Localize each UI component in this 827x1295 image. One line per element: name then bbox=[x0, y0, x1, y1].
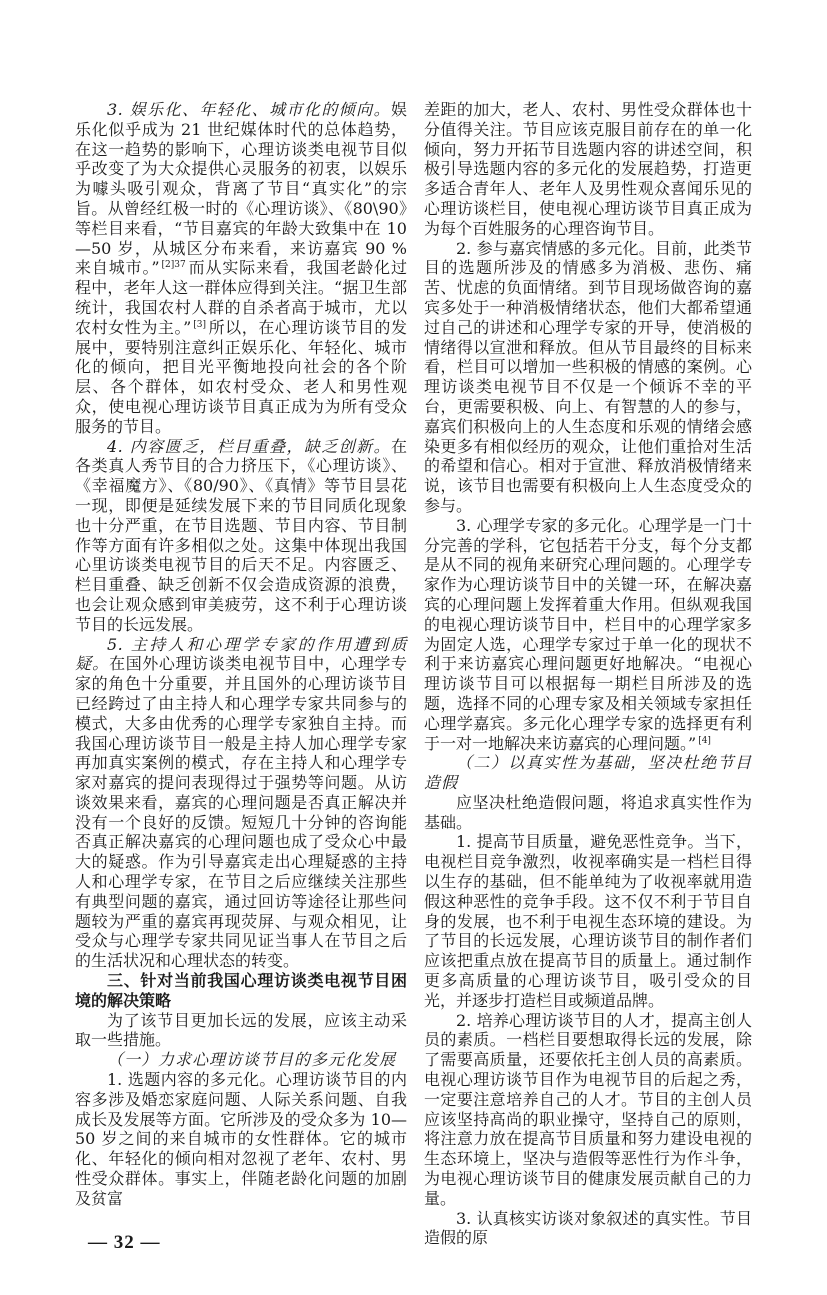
paragraph-lead: 4. 内容匮乏，栏目重叠，缺乏创新。 bbox=[107, 436, 391, 456]
paragraph-text: 三、针对当前我国心理访谈类电视节目困境的解决策略 bbox=[75, 971, 407, 1010]
paragraph-text: 差距的加大，老人、农村、男性受众群体也十分值得关注。节目应该克服目前存在的单一化倾向，努力开拓节目选题内容的讲述空间，积极引导选题内容的多元化的发展趋势，打造更多适合青年人、老年人及男性观众喜闻乐见的心理访谈栏目，使电视心理访谈节目真正成为为每个百姓服务的心理咨询节目。 bbox=[424, 100, 752, 238]
paragraph bbox=[424, 516, 752, 754]
subsection-heading bbox=[75, 1050, 407, 1070]
paragraph bbox=[75, 635, 407, 972]
paragraph bbox=[75, 1070, 407, 1209]
paragraph-text: 1. 提高节目质量，避免恶性竞争。当下，电视栏目竞争激烈，收视率确实是一档栏目得以生存的基础，但不能单纯为了收视率就用造假这种恶性的竞争手段。这不仅不利于节目自身的发展，也不利于电视生态环境的建设。为了节目的长远发展，心理访谈节目的制作者们应该把重点放在提高节目的质量上。通过制作更多高质量的心理访谈节目，吸引受众的目光，并逐步打造栏目或频道品牌。 bbox=[424, 832, 752, 1010]
paragraph-lead: 3. 娱乐化、年轻化、城市化的倾向。 bbox=[107, 100, 391, 119]
paragraph bbox=[75, 1011, 407, 1051]
paragraph-text: （二）以真实性为基础，坚决杜绝节目造假 bbox=[424, 753, 752, 793]
paragraph-text: 2. 参与嘉宾情感的多元化。目前，此类节目的选题所涉及的情感多为消极、悲伤、痛苦、忧虑的负面情绪。到节目现场做咨询的嘉宾多处于一种消极情绪状态，他们大都希望通过自己的讲述和心理学专家的开导，使消极的情绪得以宣泄和释放。但从节目最终的目标来看，栏目可以增加一些积极的情感的案例。心理访谈类电视节目不仅是一个倾诉不幸的平台，更需要积极、向上、有智慧的人的参与，嘉宾们积极向上的人生态度和乐观的情绪会感染更多有相似经历的观众，让他们重拾对生活的希望和信心。相对于宣泄、释放消极情绪来说，该节目也需要有积极向上人生态度受众的参与。 bbox=[424, 238, 752, 515]
page-number: — 32 — bbox=[88, 1231, 161, 1253]
paragraph bbox=[75, 100, 407, 437]
paragraph-text: 娱乐化似乎成为 21 世纪媒体时代的总体趋势，在这一趋势的影响下，心理访谈类电视节目似乎改变了为大众提供心灵服务的初衷，以娱乐为噱头吸引观众，背离了节目“真实化”的宗旨。从曾经红极一时的《心理访谈》、《80\90》等栏目来看，“节目嘉宾的年龄大致集中在 10—50 岁，从城区分布来看，来访嘉宾 90 % 来自城市。” bbox=[75, 100, 407, 278]
subsection-heading bbox=[424, 753, 752, 793]
paragraph-text: 2. 培养心理访谈节目的人才，提高主创人员的素质。一档栏目要想取得长远的发展，除了需要高质量，还要依托主创人员的高素质。电视心理访谈节目作为电视节目的后起之秀，一定要注意培养自己的人才。节目的主创人员应该坚持高尚的职业操守，坚持自己的原则，将注意力放在提高节目质量和努力建设电视的生态环境上，坚决与造假等恶性行为作斗争，为电视心理访谈节目的健康发展贡献自己的力量。 bbox=[424, 1010, 752, 1208]
section-heading bbox=[75, 971, 407, 1011]
paragraph-text: 所以，在心理访谈节目的发展中，要特别注意纠正娱乐化、年轻化、城市化的倾向，把目光平衡地投向社会的各个阶层、各个群体，如农村受众、老人和男性观众，使电视心理访谈节目真正成为为所有受众服务的节目。 bbox=[75, 317, 407, 436]
paragraph bbox=[424, 832, 752, 1010]
paragraph-text: 在各类真人秀节目的合力挤压下，《心理访谈》、《幸福魔方》、《80/90》、《真情》等节目昙花一现，即便是延续发展下来的节目同质化现象也十分严重，在节目选题、节目内容、节目制作等方面有许多相似之处。这集中体现出我国心里访谈类电视节目的后天不足。内容匮乏、栏目重叠、缺乏创新不仅会造成资源的浪费，也会让观众感到审美疲劳，这不利于心理访谈节目的长远发展。 bbox=[75, 436, 407, 634]
paragraph-lead: 5. 主持人和心理学专家的作用遭到质疑。 bbox=[75, 634, 407, 674]
paragraph bbox=[424, 793, 752, 833]
paragraph-text: 为了该节目更加长远的发展，应该主动采取一些措施。 bbox=[75, 1010, 407, 1050]
paragraph bbox=[424, 239, 752, 516]
footnote-ref: [4] bbox=[698, 735, 711, 746]
paragraph bbox=[424, 1209, 752, 1249]
left-column-wrapper bbox=[75, 100, 407, 1295]
paragraph-text: 3. 心理学专家的多元化。心理学是一门十分完善的学科，它包括若干分支，每个分支都是从不同的视角来研究心理问题的。心理学专家作为心理访谈节目中的关键一环，在解决嘉宾的心理问题上发挥着重大作用。但纵观我国的电视心理访谈节目中，栏目中的心理学家多为固定人选，心理学专家过于单一化的现状不利于来访嘉宾心理问题更好地解决。“电视心理访谈节目可以根据每一期栏目所涉及的选题，选择不同的心理专家及相关领域专家担任心理学嘉宾。多元化心理学专家的选择更有利于一对一地解决来访嘉宾的心理问题。” bbox=[424, 515, 752, 753]
paragraph bbox=[75, 437, 407, 635]
paragraph bbox=[424, 1011, 752, 1209]
right-column bbox=[424, 100, 752, 1288]
paragraph bbox=[424, 100, 752, 239]
paragraph-text: 应坚决杜绝造假问题，将追求真实性作为基础。 bbox=[424, 792, 752, 832]
paragraph-text: 而从实际来看，我国老龄化过程中，老年人这一群体应得到关注。“据卫生部统计，我国农村人群的自杀者高于城市，尤以农村女性为主。” bbox=[75, 258, 407, 337]
footnote-ref: [2]37 bbox=[161, 260, 186, 271]
footnote-ref: [3] bbox=[193, 319, 206, 330]
paragraph-text: （一）力求心理访谈节目的多元化发展 bbox=[107, 1050, 397, 1070]
paragraph-text: 1. 选题内容的多元化。心理访谈节目的内容多涉及婚恋家庭问题、人际关系问题、自我成长及发展等方面。它所涉及的受众多为 10—50 岁之间的来自城市的女性群体。它的城市化、年轻化的倾向相对忽视了老年、农村、男性受众群体。事实上，伴随老龄化问题的加剧及贫富 bbox=[75, 1070, 407, 1208]
paragraph-text: 在国外心理访谈类电视节目中，心理学专家的角色十分重要，并且国外的心理访谈节目已经跨过了由主持人和心理学专家共同参与的模式，大多由优秀的心理学专家独自主持。而我国心理访谈节目一般是主持人加心理学专家再加真实案例的模式，存在主持人和心理学专家对嘉宾的提问表现得过于强势等问题。从访谈效果来看，嘉宾的心理问题是否真正解决并没有一个良好的反馈。短短几十分钟的咨询能否真正解决嘉宾的心理问题也成了受众心中最大的疑惑。作为引导嘉宾走出心理疑惑的主持人和心理学专家，在节目之后应继续关注那些有典型问题的嘉宾，通过回访等途径让那些问题较为严重的嘉宾再现荧屏、与观众相见，让受众与心理学专家共同见证当事人在节目之后的生活状况和心理状态的转变。 bbox=[75, 654, 407, 971]
left-column bbox=[75, 100, 407, 1209]
paragraph-text: 3. 认真核实访谈对象叙述的真实性。节目造假的原 bbox=[424, 1208, 752, 1248]
